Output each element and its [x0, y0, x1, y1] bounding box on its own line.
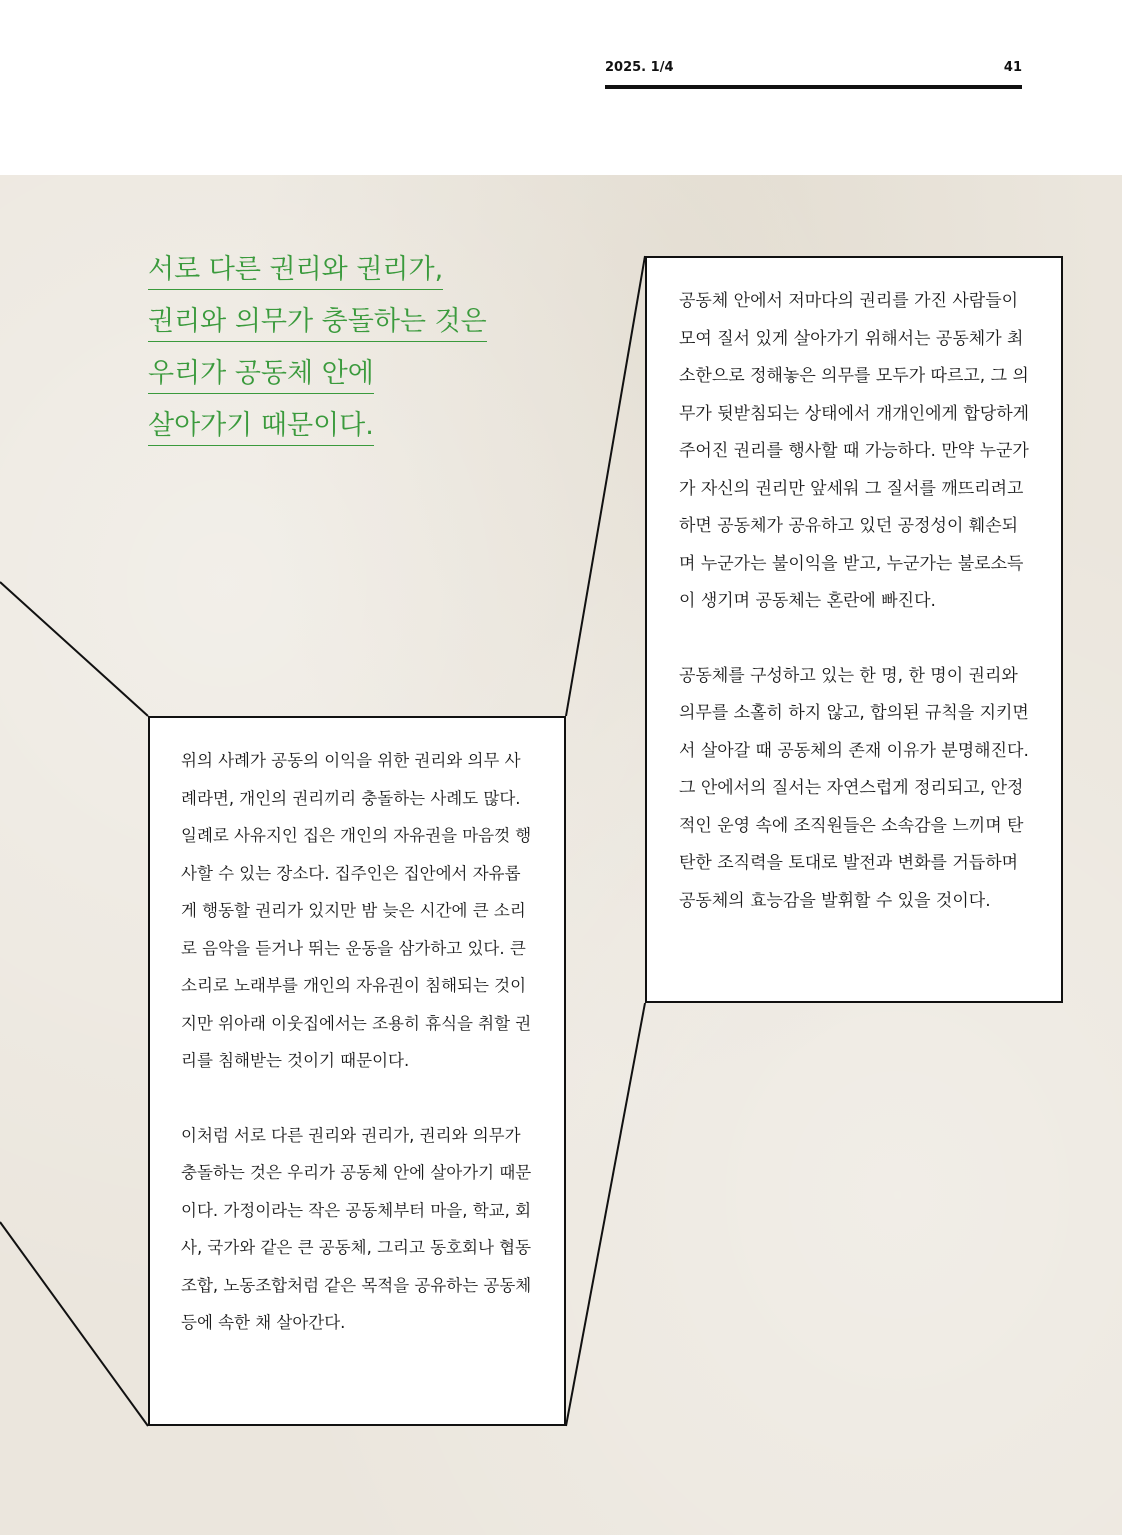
- left-text-box: [148, 716, 566, 1426]
- box-bottom-connector: [566, 1003, 645, 1426]
- body-paragraph: 이처럼 서로 다른 권리와 권리가, 권리와 의무가 충돌하는 것은 우리가 공동체 안에 살아가기 때문이다. 가정이라는 작은 공동체부터 마을, 학교, 회사, 국가와 같은 큰 공동체, 그리고 동호회나 협동조합, 노동조합처럼 같은 목적을 공유하는 공동체 등에 속한 채 살아간다.: [181, 1125, 532, 1332]
- body-paragraph: 위의 사례가 공동의 이익을 위한 권리와 의무 사례라면, 개인의 권리끼리 충돌하는 사례도 많다. 일례로 사유지인 집은 개인의 자유권을 마음껏 행사할 수 있는 장소다. 집주인은 집안에서 자유롭게 행동할 권리가 있지만 밤 늦은 시간에 큰 소리로 음악을 듣거나 뛰는 운동을 삼가하고 있다. 큰 소리로 노래부를 개인의 자유권이 침해되는 것이지만 위아래 이웃집에서는 조용히 휴식을 취할 권리를 침해받는 것이기 때문이다.: [181, 751, 532, 1070]
- left-box-bottom-connector: [0, 1222, 148, 1426]
- issue-date: 2025. 1/4: [605, 60, 674, 75]
- pull-quote: [148, 252, 568, 460]
- left-box-top-connector: [0, 582, 148, 716]
- pull-quote-line: 서로 다른 권리와 권리가,: [148, 252, 443, 290]
- page-number: 41: [1003, 60, 1022, 75]
- box-top-connector: [566, 256, 645, 716]
- pull-quote-line: 우리가 공동체 안에: [148, 356, 374, 394]
- pull-quote-line: 권리와 의무가 충돌하는 것은: [148, 304, 487, 342]
- body-paragraph: 공동체를 구성하고 있는 한 명, 한 명이 권리와 의무를 소홀히 하지 않고, 합의된 규칙을 지키면서 살아갈 때 공동체의 존재 이유가 분명해진다. 그 안에서의 질서는 자연스럽게 정리되고, 안정적인 운영 속에 조직원들은 소속감을 느끼며 탄탄한 조직력을 토대로 발전과 변화를 거듭하며 공동체의 효능감을 발휘할 수 있을 것이다.: [679, 665, 1029, 911]
- right-text-box: [645, 256, 1063, 1003]
- body-paragraph: 공동체 안에서 저마다의 권리를 가진 사람들이 모여 질서 있게 살아가기 위해서는 공동체가 최소한으로 정해놓은 의무를 모두가 따르고, 그 의무가 뒷받침되는 상태에서 개개인에게 합당하게 주어진 권리를 행사할 때 가능하다. 만약 누군가가 자신의 권리만 앞세워 그 질서를 깨뜨리려고 하면 공동체가 공유하고 있던 공정성이 훼손되며 누군가는 불이익을 받고, 누군가는 불로소득이 생기며 공동체는 혼란에 빠진다.: [679, 291, 1030, 611]
- pull-quote-line: 살아가기 때문이다.: [148, 408, 374, 446]
